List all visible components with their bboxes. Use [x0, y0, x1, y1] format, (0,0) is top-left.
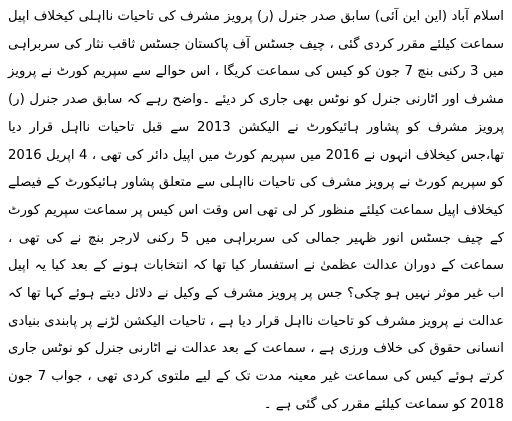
- article-body-text: اسلام آباد (این این آئی) سابق صدر جنرل (ر) پرویز مشرف کی تاحیات نااہلی کیخلاف اپیل سماعت کیلئے مقرر کردی گئی ، چیف جسٹس آف پاکستان جسٹس ثاقب نثار کی سربراہی میں 3 رکنی بنچ 7 جون کو کیس کی سماعت کریگا ، اس حوالے سے سپریم کورٹ نے پرویز مشرف اور اٹارنی جنرل کو نوٹس بھی جاری کر دیئے ۔واضح رہے کہ سابق صدر جنرل (ر) پرویز مشرف کو پشاور ہائیکورٹ نے الیکشن 2013 سے قبل تاحیات نااہل قرار دیا تھا،جس کیخلاف انہوں نے 2016 میں سپریم کورٹ میں اپیل دائر کی تھی ، 4 اپریل 2016 کو سپریم کورٹ نے پرویز مشرف کی تاحیات نااہلی سے متعلق پشاور ہائیکورٹ کے فیصلے کیخلاف اپیل سماعت کیلئے منظور کر لی تھی اس وقت اس کیس پر سماعت سپریم کورٹ کے چیف جسٹس انور ظہیر جمالی کی سربراہی میں 5 رکنی لارجر بنچ نے کی تھی ، سماعت کے دوران عدالت عظمیٰ نے استفسار کیا تھا کہ انتخابات ہونے کے بعد کیا یہ اپیل اب غیر موثر نہیں ہو چکی؟ جس پر پرویز مشرف کے وکیل نے دلائل دیتے ہوئے کہا تھا کہ عدالت نے پرویز مشرف کو تاحیات نااہل قرار دیا ہے ، تاحیات الیکشن لڑنے پر پابندی بنیادی انسانی حقوق کی خلاف ورزی ہے ، سماعت کے بعد عدالت نے اٹارنی جنرل کو نوٹس جاری کرتے ہوئے کیس کی سماعت غیر معینہ مدت تک کے لیے ملتوی کردی تھی ، جواب 7 جون 2018 کو سماعت کیلئے مقرر کی گئی ہے ۔: [8, 9, 505, 412]
